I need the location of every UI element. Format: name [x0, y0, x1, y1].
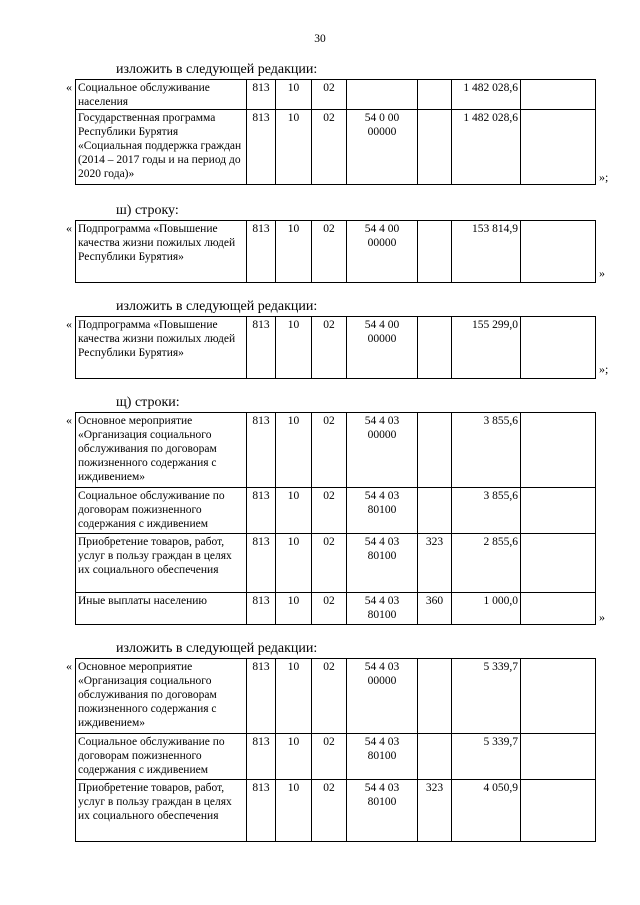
close-quote: »; [599, 170, 609, 184]
row-csr: 54 4 03 80100 [347, 780, 418, 842]
row-pr: 02 [312, 413, 347, 488]
row-name: Иные выплаты населению [76, 593, 247, 625]
row-csr: 54 4 00 00000 [347, 317, 418, 379]
row-sum: 5 339,7 [452, 659, 521, 734]
row-gr: 813 [247, 80, 276, 110]
row-pr: 02 [312, 659, 347, 734]
table-row [76, 734, 596, 780]
budget-table [75, 316, 596, 379]
empty-cell [521, 488, 596, 534]
budget-table [75, 658, 596, 842]
row-vr [418, 488, 452, 534]
row-csr: 54 4 03 00000 [347, 659, 418, 734]
row-rz: 10 [276, 488, 312, 534]
row-vr [418, 413, 452, 488]
row-sum: 2 855,6 [452, 534, 521, 593]
row-rz: 10 [276, 413, 312, 488]
row-csr: 54 4 03 00000 [347, 413, 418, 488]
row-gr: 813 [247, 221, 276, 283]
row-vr: 360 [418, 593, 452, 625]
row-rz: 10 [276, 593, 312, 625]
row-vr: 323 [418, 534, 452, 593]
row-vr [418, 80, 452, 110]
table-row [76, 659, 596, 734]
row-pr: 02 [312, 488, 347, 534]
table-row [76, 488, 596, 534]
row-gr: 813 [247, 659, 276, 734]
budget-table [75, 220, 596, 283]
budget-table [75, 412, 596, 625]
open-quote: « [66, 413, 72, 427]
row-name: Подпрограмма «Повышение качества жизни пожилых людей Республики Бурятия» [76, 221, 247, 283]
row-name: Социальное обслуживание по договорам пожизненного содержания с иждивением [76, 488, 247, 534]
row-name: Основное мероприятие «Организация социального обслуживания по договорам пожизненного содержания с иждивением» [76, 413, 247, 488]
row-vr [418, 110, 452, 185]
row-sum: 3 855,6 [452, 488, 521, 534]
empty-cell [521, 659, 596, 734]
row-name: Государственная программа Республики Бурятия «Социальная поддержка граждан (2014 – 2017 годы и на период до 2020 года)» [76, 110, 247, 185]
row-pr: 02 [312, 80, 347, 110]
row-rz: 10 [276, 534, 312, 593]
row-pr: 02 [312, 221, 347, 283]
row-vr: 323 [418, 780, 452, 842]
open-quote: « [66, 317, 72, 331]
row-name: Социальное обслуживание по договорам пожизненного содержания с иждивением [76, 734, 247, 780]
row-sum: 1 482 028,6 [452, 80, 521, 110]
row-pr: 02 [312, 593, 347, 625]
row-rz: 10 [276, 221, 312, 283]
table-row [76, 593, 596, 625]
open-quote: « [66, 659, 72, 673]
block-heading: щ) строки: [116, 395, 180, 410]
empty-cell [521, 734, 596, 780]
row-pr: 02 [312, 534, 347, 593]
row-sum: 155 299,0 [452, 317, 521, 379]
table-row [76, 780, 596, 842]
table-row [76, 221, 596, 283]
row-csr: 54 4 03 80100 [347, 593, 418, 625]
row-rz: 10 [276, 659, 312, 734]
row-csr: 54 4 03 80100 [347, 534, 418, 593]
row-rz: 10 [276, 80, 312, 110]
row-csr: 54 4 03 80100 [347, 734, 418, 780]
row-name: Приобретение товаров, работ, услуг в пользу граждан в целях их социального обеспечения [76, 780, 247, 842]
row-gr: 813 [247, 317, 276, 379]
row-csr: 54 4 00 00000 [347, 221, 418, 283]
row-vr [418, 317, 452, 379]
empty-cell [521, 80, 596, 110]
row-csr: 54 0 00 00000 [347, 110, 418, 185]
row-gr: 813 [247, 593, 276, 625]
page-number: 30 [314, 33, 326, 45]
close-quote: »; [599, 362, 609, 376]
row-sum: 4 050,9 [452, 780, 521, 842]
row-sum: 5 339,7 [452, 734, 521, 780]
row-gr: 813 [247, 110, 276, 185]
block-heading: изложить в следующей редакции: [116, 299, 318, 314]
row-sum: 1 482 028,6 [452, 110, 521, 185]
row-name: Основное мероприятие «Организация социального обслуживания по договорам пожизненного содержания с иждивением» [76, 659, 247, 734]
row-csr [347, 80, 418, 110]
row-rz: 10 [276, 317, 312, 379]
row-vr [418, 734, 452, 780]
row-pr: 02 [312, 780, 347, 842]
table-row [76, 80, 596, 110]
row-rz: 10 [276, 780, 312, 842]
row-name: Социальное обслуживание населения [76, 80, 247, 110]
row-sum: 153 814,9 [452, 221, 521, 283]
row-gr: 813 [247, 413, 276, 488]
open-quote: « [66, 221, 72, 235]
empty-cell [521, 221, 596, 283]
open-quote: « [66, 80, 72, 94]
block-heading: изложить в следующей редакции: [116, 62, 318, 77]
row-gr: 813 [247, 734, 276, 780]
row-name: Приобретение товаров, работ, услуг в пользу граждан в целях их социального обеспечения [76, 534, 247, 593]
row-sum: 3 855,6 [452, 413, 521, 488]
block-heading: изложить в следующей редакции: [116, 641, 318, 656]
row-gr: 813 [247, 488, 276, 534]
table-row [76, 413, 596, 488]
row-gr: 813 [247, 534, 276, 593]
close-quote: » [599, 266, 605, 280]
row-vr [418, 221, 452, 283]
row-name: Подпрограмма «Повышение качества жизни пожилых людей Республики Бурятия» [76, 317, 247, 379]
block-heading: ш) строку: [116, 203, 179, 218]
budget-table [75, 79, 596, 185]
table-row [76, 317, 596, 379]
empty-cell [521, 413, 596, 488]
close-quote: » [599, 610, 605, 624]
row-gr: 813 [247, 780, 276, 842]
row-csr: 54 4 03 80100 [347, 488, 418, 534]
empty-cell [521, 780, 596, 842]
empty-cell [521, 110, 596, 185]
row-rz: 10 [276, 110, 312, 185]
table-row [76, 110, 596, 185]
row-rz: 10 [276, 734, 312, 780]
row-pr: 02 [312, 317, 347, 379]
table-row [76, 534, 596, 593]
row-sum: 1 000,0 [452, 593, 521, 625]
row-pr: 02 [312, 734, 347, 780]
empty-cell [521, 317, 596, 379]
empty-cell [521, 593, 596, 625]
empty-cell [521, 534, 596, 593]
row-pr: 02 [312, 110, 347, 185]
row-vr [418, 659, 452, 734]
